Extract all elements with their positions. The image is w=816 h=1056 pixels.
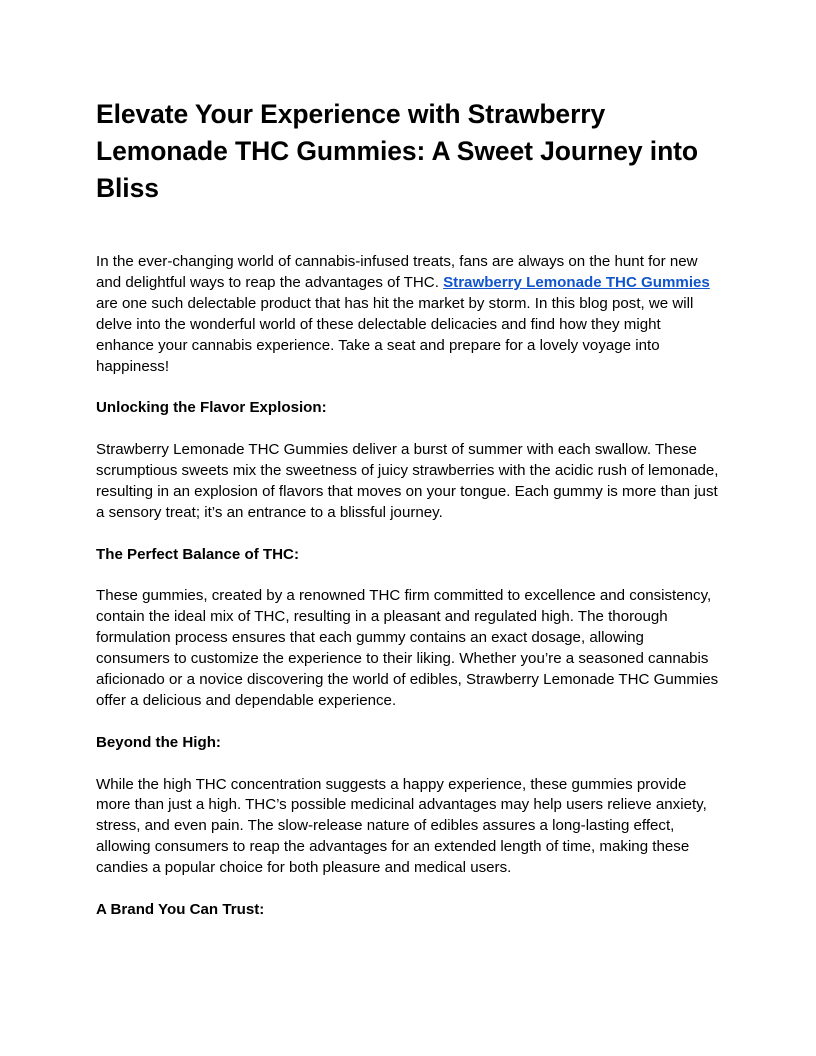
section-heading-trusted-brand: A Brand You Can Trust: — [96, 900, 265, 918]
section-heading-flavor-explosion: Unlocking the Flavor Explosion: — [96, 399, 327, 417]
section-body-flavor-explosion: Strawberry Lemonade THC Gummies deliver a burst of summer with each swallow. These scrumptious sweets mix the sweetness of juicy strawberries with the acidic rush of lemonade, resulting in an explosion of flavors that moves on your tongue. Each gummy is more than just a sensory treat; it’s an entrance to a blissful journey. — [96, 441, 719, 521]
intro-text-before-link: In the ever-changing world of cannabis-infused treats, fans are always on the hunt for new and delightful ways to reap the advantages of THC. — [96, 253, 698, 291]
section-body-thc-balance: These gummies, created by a renowned THC firm committed to excellence and consistency, contain the ideal mix of THC, resulting in a pleasant and regulated high. The thorough formulation process ensures that each gummy contains an exact dosage, allowing consumers to customize the experience to their liking. Whether you’re a seasoned cannabis aficionado or a novice discovering the world of edibles, Strawberry Lemonade THC Gummies offer a delicious and dependable experience. — [96, 587, 719, 709]
strawberry-lemonade-gummies-link[interactable]: Strawberry Lemonade THC Gummies — [443, 273, 710, 291]
intro-text-after-link: are one such delectable product that has hit the market by storm. In this blog post, we will delve into the wonderful world of these delectable delicacies and find how they might enhance your cannabis experience. Take a seat and prepare for a lovely voyage into happiness! — [96, 294, 694, 375]
section-heading-beyond-high: Beyond the High: — [96, 733, 221, 751]
section-heading-thc-balance: The Perfect Balance of THC: — [96, 545, 299, 563]
page-title: Elevate Your Experience with Strawberry Lemonade THC Gummies: A Sweet Journey into Bliss — [96, 99, 698, 203]
intro-paragraph — [96, 252, 720, 377]
section-body-beyond-high: While the high THC concentration suggests a happy experience, these gummies provide more than just a high. THC’s possible medicinal advantages may help users relieve anxiety, stress, and even pain. The slow-release nature of edibles assures a long-lasting effect, allowing consumers to reap the advantages for an extended length of time, making these candies a popular choice for both pleasure and medical users. — [96, 775, 707, 877]
document-page — [96, 96, 720, 921]
